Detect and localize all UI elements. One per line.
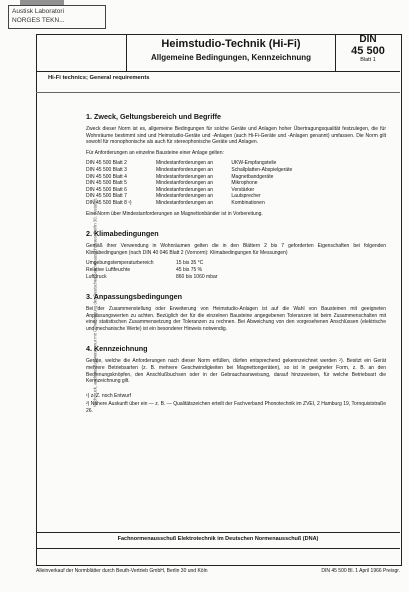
footnote-1: ¹) z. Z. noch Entwurf	[86, 392, 132, 399]
stamp-line-1: Austisk Laboratori	[12, 8, 65, 15]
list-item: DIN 45 500 Blatt 5 Mindestanforderungen an Mikrophone	[86, 180, 258, 187]
section-4-heading: 4. Kennzeichnung	[86, 344, 148, 354]
list-item: DIN 45 500 Blatt 2 Mindestanforderungen an UKW-Empfangsteile	[86, 160, 277, 167]
english-title: Hi-Fi technics; General requirements	[48, 75, 150, 81]
standards-list	[86, 160, 386, 206]
table-row: Relative Luftfeuchte 45 bis 75 %	[86, 266, 203, 273]
table-row: Luftdruck 860 bis 1060 mbar	[86, 273, 218, 280]
stamp-line-2: NORGES TEKN...	[12, 17, 65, 24]
din-number: 45 500	[351, 45, 385, 57]
section-1-paragraph-2: Für Anforderungen an einzelne Bausteine einer Anlage gelten:	[86, 149, 224, 156]
section-1-heading: 1. Zweck, Geltungsbereich und Begriffe	[86, 112, 221, 121]
table-row: Umgebungstemperaturbereich 15 bis 35 °C	[86, 260, 204, 267]
sheet-number: Blatt 1	[360, 57, 376, 63]
list-item: DIN 45 500 Blatt 8 ¹) Mindestanforderungen an Kombinationen	[86, 199, 265, 206]
section-4-paragraph-1: Geräte, welche die Anforderungen nach dieser Norm erfüllen, dürfen entsprechend gekennzeichnet werden ²). Besitzt ein Gerät mehrere Betriebsarten (z. B. mehrere Geschwindigkeiten bei Magnettongeräten), so ist in geeigneter Form, z. B. an den Bedienungsknöpfen, den Anschlußbuchsen oder in der Gebrauchsanweisung, darauf hinzuweisen, für welche Betriebsart die Kennzeichnung gilt.	[86, 358, 386, 385]
document-title: Heimstudio-Technik (Hi-Fi)	[161, 38, 301, 50]
sales-note: Alleinverkauf der Normblätter durch Beuth-Vertrieb GmbH, Berlin 30 und Köln	[36, 568, 208, 574]
library-stamp	[8, 5, 106, 29]
document-reference: DIN 45 500 Bl. 1 April 1966 Preisgr.	[321, 568, 400, 574]
section-3-heading: 3. Anpassungsbedingungen	[86, 292, 182, 302]
header-title-cell	[127, 34, 335, 71]
section-1-paragraph-3: Eine Norm über Mindestanforderungen an Magnettonbänder ist in Vorbereitung.	[86, 210, 263, 217]
climate-table	[86, 260, 386, 280]
footer-blank-band	[36, 548, 400, 565]
header-blank-cell	[36, 34, 127, 71]
header-divider	[36, 92, 400, 93]
document-body	[86, 112, 386, 419]
footnote-2: ²) Nähere Auskunft über ein — z. B. — Qualitätszeichen erteilt der Fachverband Phonotechnik im ZVEI, 2 Hamburg 19, Tornquiststraße 26.	[86, 401, 386, 415]
list-item: DIN 45 500 Blatt 7 Mindestanforderungen an Lautsprecher	[86, 193, 261, 200]
list-item: DIN 45 500 Blatt 3 Mindestanforderungen an Schallplatten-Abspielgeräte	[86, 166, 293, 173]
committee-band	[36, 532, 400, 547]
section-2-paragraph-1: Gemäß ihrer Verwendung in Wohnräumen gelten die in den Blättern 2 bis 7 geforderten Eigenschaften bei folgenden Klimabedingungen (nach DIN 40 046 Blatt 2 (Vornorm): Klimabedingungen für Messungen)	[86, 243, 386, 256]
document-subtitle: Allgemeine Bedingungen, Kennzeichnung	[150, 53, 311, 62]
din-label: DIN	[359, 34, 377, 45]
section-1-paragraph-1: Zweck dieser Norm ist es, allgemeine Bedingungen für solche Geräte und Anlagen hoher Übertragungsqualität festzulegen, die für Wohnräume bestimmt sind und Heimstudio-Geräte und -Anlagen (auch Hi-Fi-Geräte und -Anlagen genannt) umfassen. Die Norm gilt sowohl für monophonische als auch für stereophonische Geräte und Anlagen.	[86, 126, 386, 146]
din-number-cell	[335, 34, 400, 71]
side-copyright-note: Nachdruck, auch auszugsweise, nur mit Genehmigung des Deutschen Normenausschusses, Berlin 30, gestattet.	[92, 197, 98, 408]
list-item: DIN 45 500 Blatt 4 Mindestanforderungen an Magnetbandgeräte	[86, 173, 274, 180]
section-3-paragraph-1: Bei der Zusammenstellung oder Erweiterung von Heimstudio-Anlagen ist auf die Wahl von Bausteinen mit geeigneten Anpassungswerten zu achten. Bezüglich der für die einzelnen Bausteine angegebenen Toleranzen ist beim Zusammenschalten mit einer statistischen Zusammensetzung der Toleranzen zu rechnen. Bei Abweichung von den vorgesehenen Anschlüssen (elektrische und mechanische Werte) ist ein besonderer Hinweis notwendig.	[86, 306, 386, 332]
section-2-heading: 2. Klimabedingungen	[86, 229, 159, 239]
document-header	[36, 34, 400, 72]
committee-name: Fachnormenausschuß Elektrotechnik im Deutschen Normenausschuß (DNA)	[117, 536, 319, 542]
list-item: DIN 45 500 Blatt 6 Mindestanforderungen an Verstärker	[86, 186, 255, 193]
